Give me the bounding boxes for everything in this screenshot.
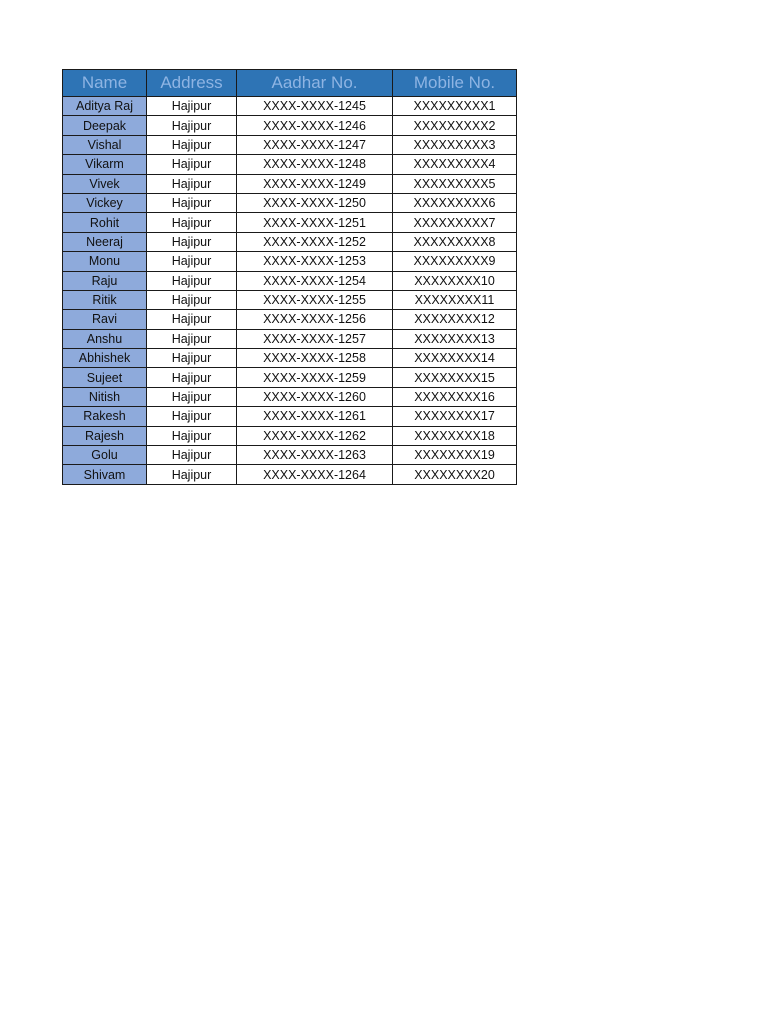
column-header-name: Name	[63, 70, 147, 97]
records-table	[62, 69, 517, 485]
cell-mobile: XXXXXXXXX3	[393, 135, 517, 154]
cell-address: Hajipur	[147, 426, 237, 445]
cell-address: Hajipur	[147, 174, 237, 193]
table-row	[63, 213, 517, 232]
cell-mobile: XXXXXXXXX6	[393, 193, 517, 212]
cell-mobile: XXXXXXXX20	[393, 465, 517, 484]
cell-aadhar: XXXX-XXXX-1245	[237, 97, 393, 116]
cell-aadhar: XXXX-XXXX-1251	[237, 213, 393, 232]
cell-aadhar: XXXX-XXXX-1250	[237, 193, 393, 212]
cell-aadhar: XXXX-XXXX-1257	[237, 329, 393, 348]
table-row	[63, 290, 517, 309]
cell-mobile: XXXXXXXX12	[393, 310, 517, 329]
cell-address: Hajipur	[147, 387, 237, 406]
cell-name: Nitish	[63, 387, 147, 406]
column-header-aadhar: Aadhar No.	[237, 70, 393, 97]
table-row	[63, 465, 517, 484]
cell-address: Hajipur	[147, 465, 237, 484]
cell-name: Rohit	[63, 213, 147, 232]
cell-aadhar: XXXX-XXXX-1248	[237, 155, 393, 174]
table-row	[63, 271, 517, 290]
cell-aadhar: XXXX-XXXX-1263	[237, 446, 393, 465]
cell-address: Hajipur	[147, 368, 237, 387]
cell-mobile: XXXXXXXX14	[393, 349, 517, 368]
cell-address: Hajipur	[147, 329, 237, 348]
column-header-address: Address	[147, 70, 237, 97]
cell-mobile: XXXXXXXXX8	[393, 232, 517, 251]
cell-aadhar: XXXX-XXXX-1259	[237, 368, 393, 387]
cell-mobile: XXXXXXXX15	[393, 368, 517, 387]
cell-name: Abhishek	[63, 349, 147, 368]
cell-name: Rajesh	[63, 426, 147, 445]
cell-name: Deepak	[63, 116, 147, 135]
cell-mobile: XXXXXXXXX1	[393, 97, 517, 116]
cell-name: Vishal	[63, 135, 147, 154]
cell-aadhar: XXXX-XXXX-1249	[237, 174, 393, 193]
cell-name: Raju	[63, 271, 147, 290]
table-header	[63, 70, 517, 97]
table-row	[63, 116, 517, 135]
table-row	[63, 407, 517, 426]
cell-address: Hajipur	[147, 135, 237, 154]
cell-mobile: XXXXXXXXX9	[393, 252, 517, 271]
cell-address: Hajipur	[147, 213, 237, 232]
cell-mobile: XXXXXXXXX4	[393, 155, 517, 174]
cell-name: Sujeet	[63, 368, 147, 387]
cell-address: Hajipur	[147, 193, 237, 212]
column-header-mobile: Mobile No.	[393, 70, 517, 97]
cell-name: Rakesh	[63, 407, 147, 426]
cell-name: Aditya Raj	[63, 97, 147, 116]
table-row	[63, 155, 517, 174]
cell-aadhar: XXXX-XXXX-1260	[237, 387, 393, 406]
table-body	[63, 97, 517, 485]
cell-address: Hajipur	[147, 446, 237, 465]
cell-aadhar: XXXX-XXXX-1253	[237, 252, 393, 271]
cell-mobile: XXXXXXXX11	[393, 290, 517, 309]
cell-name: Vikarm	[63, 155, 147, 174]
cell-name: Anshu	[63, 329, 147, 348]
table-row	[63, 329, 517, 348]
cell-mobile: XXXXXXXX18	[393, 426, 517, 445]
cell-mobile: XXXXXXXX13	[393, 329, 517, 348]
cell-name: Golu	[63, 446, 147, 465]
cell-name: Ravi	[63, 310, 147, 329]
cell-name: Shivam	[63, 465, 147, 484]
table-row	[63, 193, 517, 212]
cell-aadhar: XXXX-XXXX-1247	[237, 135, 393, 154]
cell-aadhar: XXXX-XXXX-1264	[237, 465, 393, 484]
cell-name: Vickey	[63, 193, 147, 212]
cell-address: Hajipur	[147, 271, 237, 290]
cell-aadhar: XXXX-XXXX-1246	[237, 116, 393, 135]
cell-aadhar: XXXX-XXXX-1252	[237, 232, 393, 251]
cell-address: Hajipur	[147, 155, 237, 174]
cell-address: Hajipur	[147, 116, 237, 135]
cell-name: Ritik	[63, 290, 147, 309]
cell-address: Hajipur	[147, 232, 237, 251]
cell-aadhar: XXXX-XXXX-1255	[237, 290, 393, 309]
table-row	[63, 174, 517, 193]
table-row	[63, 97, 517, 116]
cell-aadhar: XXXX-XXXX-1262	[237, 426, 393, 445]
cell-aadhar: XXXX-XXXX-1258	[237, 349, 393, 368]
cell-name: Vivek	[63, 174, 147, 193]
cell-mobile: XXXXXXXX19	[393, 446, 517, 465]
table-row	[63, 135, 517, 154]
cell-address: Hajipur	[147, 252, 237, 271]
cell-address: Hajipur	[147, 349, 237, 368]
table-row	[63, 426, 517, 445]
cell-mobile: XXXXXXXX17	[393, 407, 517, 426]
cell-address: Hajipur	[147, 407, 237, 426]
cell-address: Hajipur	[147, 310, 237, 329]
table-row	[63, 446, 517, 465]
table-row	[63, 252, 517, 271]
cell-aadhar: XXXX-XXXX-1254	[237, 271, 393, 290]
cell-mobile: XXXXXXXXX5	[393, 174, 517, 193]
table-row	[63, 310, 517, 329]
cell-mobile: XXXXXXXX16	[393, 387, 517, 406]
table-row	[63, 387, 517, 406]
table-row	[63, 368, 517, 387]
table-row	[63, 232, 517, 251]
cell-name: Neeraj	[63, 232, 147, 251]
cell-address: Hajipur	[147, 290, 237, 309]
cell-aadhar: XXXX-XXXX-1256	[237, 310, 393, 329]
cell-name: Monu	[63, 252, 147, 271]
cell-mobile: XXXXXXXXX2	[393, 116, 517, 135]
cell-mobile: XXXXXXXXX7	[393, 213, 517, 232]
cell-aadhar: XXXX-XXXX-1261	[237, 407, 393, 426]
table-row	[63, 349, 517, 368]
cell-mobile: XXXXXXXX10	[393, 271, 517, 290]
cell-address: Hajipur	[147, 97, 237, 116]
header-row	[63, 70, 517, 97]
